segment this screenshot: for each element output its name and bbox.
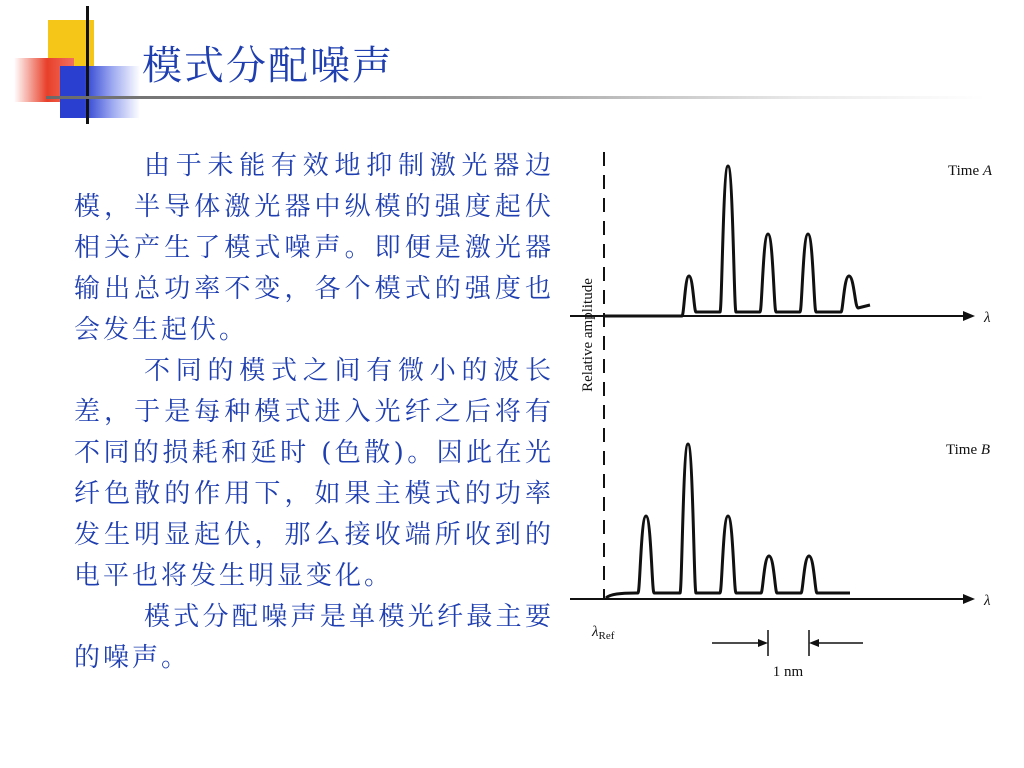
paragraph-3: 模式分配噪声是单模光纤最主要的噪声。 (74, 602, 554, 673)
deco-blue-square (60, 66, 140, 118)
y-axis-label: Relative amplitude (580, 278, 596, 392)
corner-decoration (0, 0, 140, 130)
panel-b-spectrum-trace (606, 444, 850, 598)
title-divider (46, 96, 986, 99)
spacing-indicator (712, 630, 863, 656)
paragraph-1: 由于未能有效地抑制激光器边模，半导体激光器中纵模的强度起伏相关产生了模式噪声。即便是激光器输出总功率不变，各个模式的强度也会发生起伏。 (74, 151, 554, 345)
page-title: 模式分配噪声 (142, 43, 394, 89)
panel-b-label: Time B (946, 442, 991, 458)
panel-b-x-symbol: λ (984, 593, 991, 609)
panel-a-label: Time A (948, 163, 993, 179)
body-text (74, 146, 554, 679)
deco-vertical-line (86, 6, 89, 124)
mode-spectrum-figure (560, 140, 1010, 700)
reference-wavelength-label: $\lambda_{Ref}$ (592, 624, 615, 642)
panel-a-x-arrow (963, 311, 975, 321)
panel-b-x-arrow (963, 594, 975, 604)
panel-a-x-symbol: λ (984, 310, 991, 326)
panel-a-spectrum-trace (604, 166, 870, 316)
spacing-label: 1 nm (772, 664, 804, 680)
paragraph-2: 不同的模式之间有微小的波长差，于是每种模式进入光纤之后将有不同的损耗和延时 (色散)。因此在光纤色散的作用下，如果主模式的功率发生明显起伏，那么接收端所收到的电平也将发生明显变化。 (74, 356, 554, 591)
